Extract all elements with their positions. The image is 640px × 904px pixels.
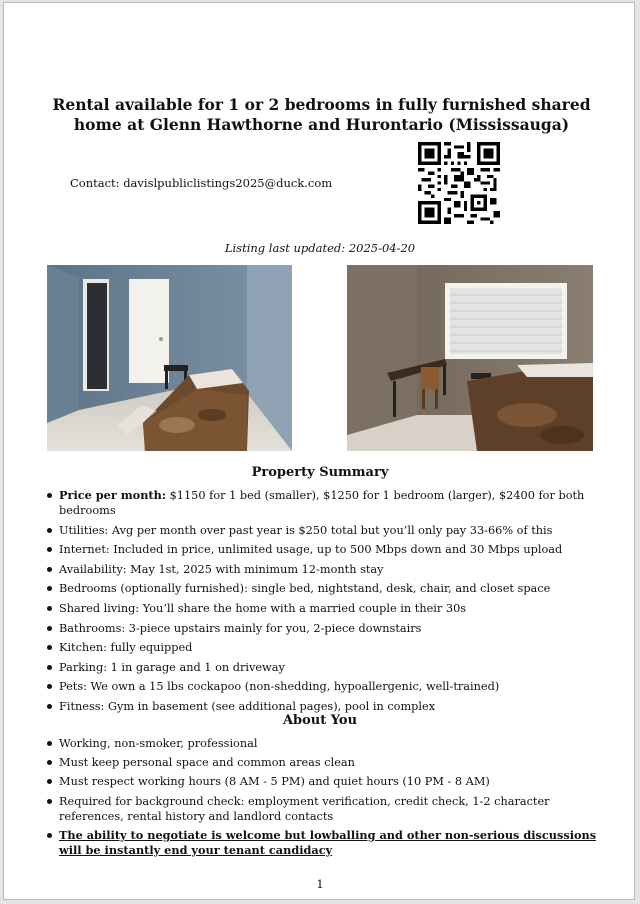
property-summary-list <box>42 488 598 719</box>
document-page <box>3 2 635 900</box>
contact-email[interactable]: Contact: davislpubliclistings2025@duck.com <box>70 176 333 190</box>
list-item: Kitchen: fully equipped <box>42 640 598 655</box>
list-item <box>42 488 598 518</box>
list-item: Must keep personal space and common areas clean <box>42 755 598 770</box>
about-you-heading: About You <box>282 713 358 728</box>
list-item: Parking: 1 in garage and 1 on driveway <box>42 660 598 675</box>
list-item <box>42 828 598 858</box>
qr-code <box>418 142 500 224</box>
list-item: Bedrooms (optionally furnished): single bed, nightstand, desk, chair, and closet space <box>42 581 598 596</box>
listing-title: Rental available for 1 or 2 bedrooms in fully furnished shared home at Glenn Hawthorne and Hurontario (Mississauga) <box>52 95 591 134</box>
list-item: Utilities: Avg per month over past year is $250 total but you’ll only pay 33-66% of this <box>42 523 598 538</box>
list-item: Internet: Included in price, unlimited usage, up to 500 Mbps down and 30 Mbps upload <box>42 542 598 557</box>
list-item: Bathrooms: 3-piece upstairs mainly for you, 2-piece downstairs <box>42 621 598 636</box>
list-item: Shared living: You’ll share the home with a married couple in their 30s <box>42 601 598 616</box>
page-number: 1 <box>316 877 324 891</box>
bedroom-photo-2 <box>347 265 593 451</box>
list-item: Working, non-smoker, professional <box>42 736 598 751</box>
negotiation-warning: The ability to negotiate is welcome but lowballing and other non-serious discussions will be instantly end your tenant candidacy <box>59 827 597 857</box>
list-item: Fitness: Gym in basement (see additional pages), pool in complex <box>42 699 598 714</box>
bedroom-photo-1 <box>47 265 292 451</box>
list-item: Required for background check: employment verification, credit check, 1-2 character references, rental history and landlord contacts <box>42 794 598 824</box>
price-value: $1150 for 1 bed (smaller), $1250 for 1 bedroom (larger), $2400 for both bedrooms <box>59 489 585 517</box>
about-you-list <box>42 736 598 862</box>
last-updated-date: Listing last updated: 2025-04-20 <box>224 241 416 255</box>
list-item: Pets: We own a 15 lbs cockapoo (non-shedding, hypoallergenic, well-trained) <box>42 679 598 694</box>
list-item: Must respect working hours (8 AM - 5 PM) and quiet hours (10 PM - 8 AM) <box>42 774 598 789</box>
price-label: Price per month: <box>59 488 167 502</box>
list-item: Availability: May 1st, 2025 with minimum 12-month stay <box>42 562 598 577</box>
property-summary-heading: Property Summary <box>251 465 389 480</box>
